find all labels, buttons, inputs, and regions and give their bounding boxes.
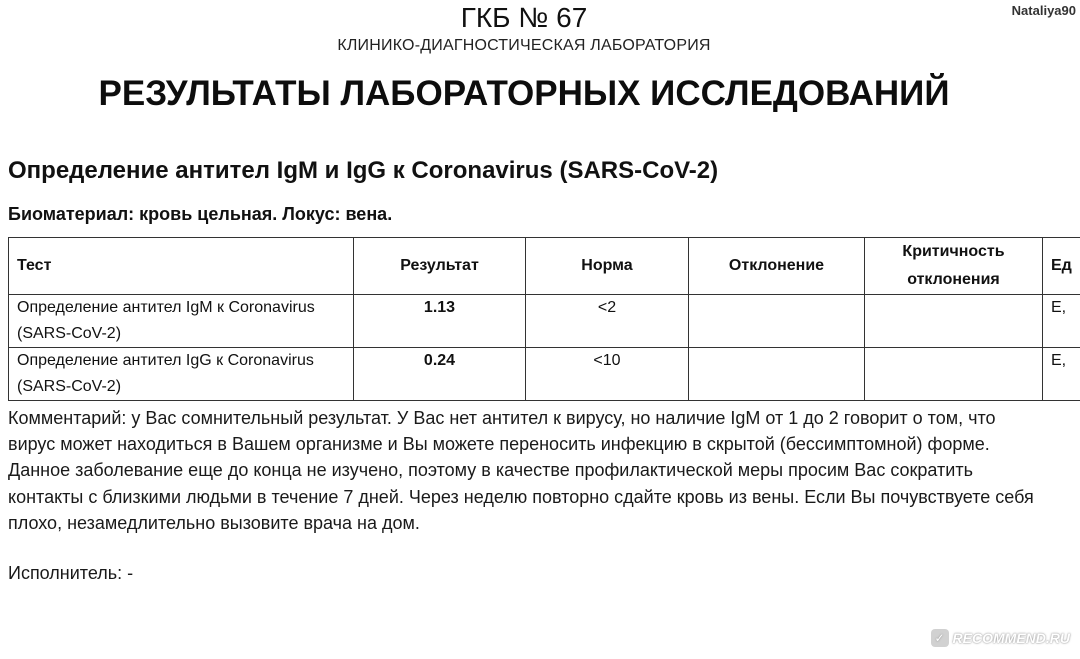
cell-deviation — [689, 295, 865, 348]
cell-unit: Е, — [1043, 295, 1080, 348]
cell-norm: <2 — [526, 295, 689, 348]
header-deviation: Отклонение — [689, 238, 865, 295]
table-row — [9, 348, 1080, 401]
laboratory-name: КЛИНИКО-ДИАГНОСТИЧЕСКАЯ ЛАБОРАТОРИЯ — [337, 37, 711, 54]
recommend-logo-icon: ✓ — [931, 629, 949, 647]
hospital-name: ГКБ № 67 — [460, 2, 588, 33]
cell-deviation — [689, 348, 865, 401]
comment-text: Комментарий: у Вас сомнительный результат. У Вас нет антител к вирусу, но наличие IgM от 1 до 2 говорит о том, что вирус может находиться в Вашем организме и Вы можете переносить инфекцию в скрытой (бессимптомной) форме. Данное заболевание еще до конца не изучено, поэтому в качестве профилактической меры просим Вас сократить контакты с близкими людьми в течение 7 дней. Через неделю повторно сдайте кровь из вены. Если Вы почувствуете себя плохо, незамедлительно вызовите врача на дом. — [8, 408, 1034, 533]
header-test: Тест — [9, 238, 354, 295]
cell-test: Определение антител IgM к Coronavirus (SARS-CoV-2) — [9, 295, 354, 348]
executor-text: Исполнитель: - — [8, 563, 134, 583]
watermark-text: RECOMMEND.RU — [952, 630, 1070, 646]
header-result: Результат — [354, 238, 526, 295]
section-title: Определение антител IgM и IgG к Coronavirus (SARS-CoV-2) — [8, 157, 719, 184]
biomaterial-info: Биоматериал: кровь цельная. Локус: вена. — [8, 204, 393, 224]
cell-unit: Е, — [1043, 348, 1080, 401]
header-criticality: Критичность отклонения — [865, 238, 1043, 295]
cell-criticality — [865, 295, 1043, 348]
header-norm: Норма — [526, 238, 689, 295]
cell-result: 0.24 — [354, 348, 526, 401]
header-unit: Ед — [1043, 238, 1080, 295]
results-table — [8, 237, 1080, 401]
table-row — [9, 295, 1080, 348]
table-header-row — [9, 238, 1080, 295]
cell-criticality — [865, 348, 1043, 401]
cell-norm: <10 — [526, 348, 689, 401]
watermark — [931, 629, 1070, 647]
cell-result: 1.13 — [354, 295, 526, 348]
username: Nataliya90 — [1011, 3, 1076, 18]
cell-test: Определение антител IgG к Coronavirus (SARS-CoV-2) — [9, 348, 354, 401]
page-title: РЕЗУЛЬТАТЫ ЛАБОРАТОРНЫХ ИССЛЕДОВАНИЙ — [98, 74, 950, 113]
